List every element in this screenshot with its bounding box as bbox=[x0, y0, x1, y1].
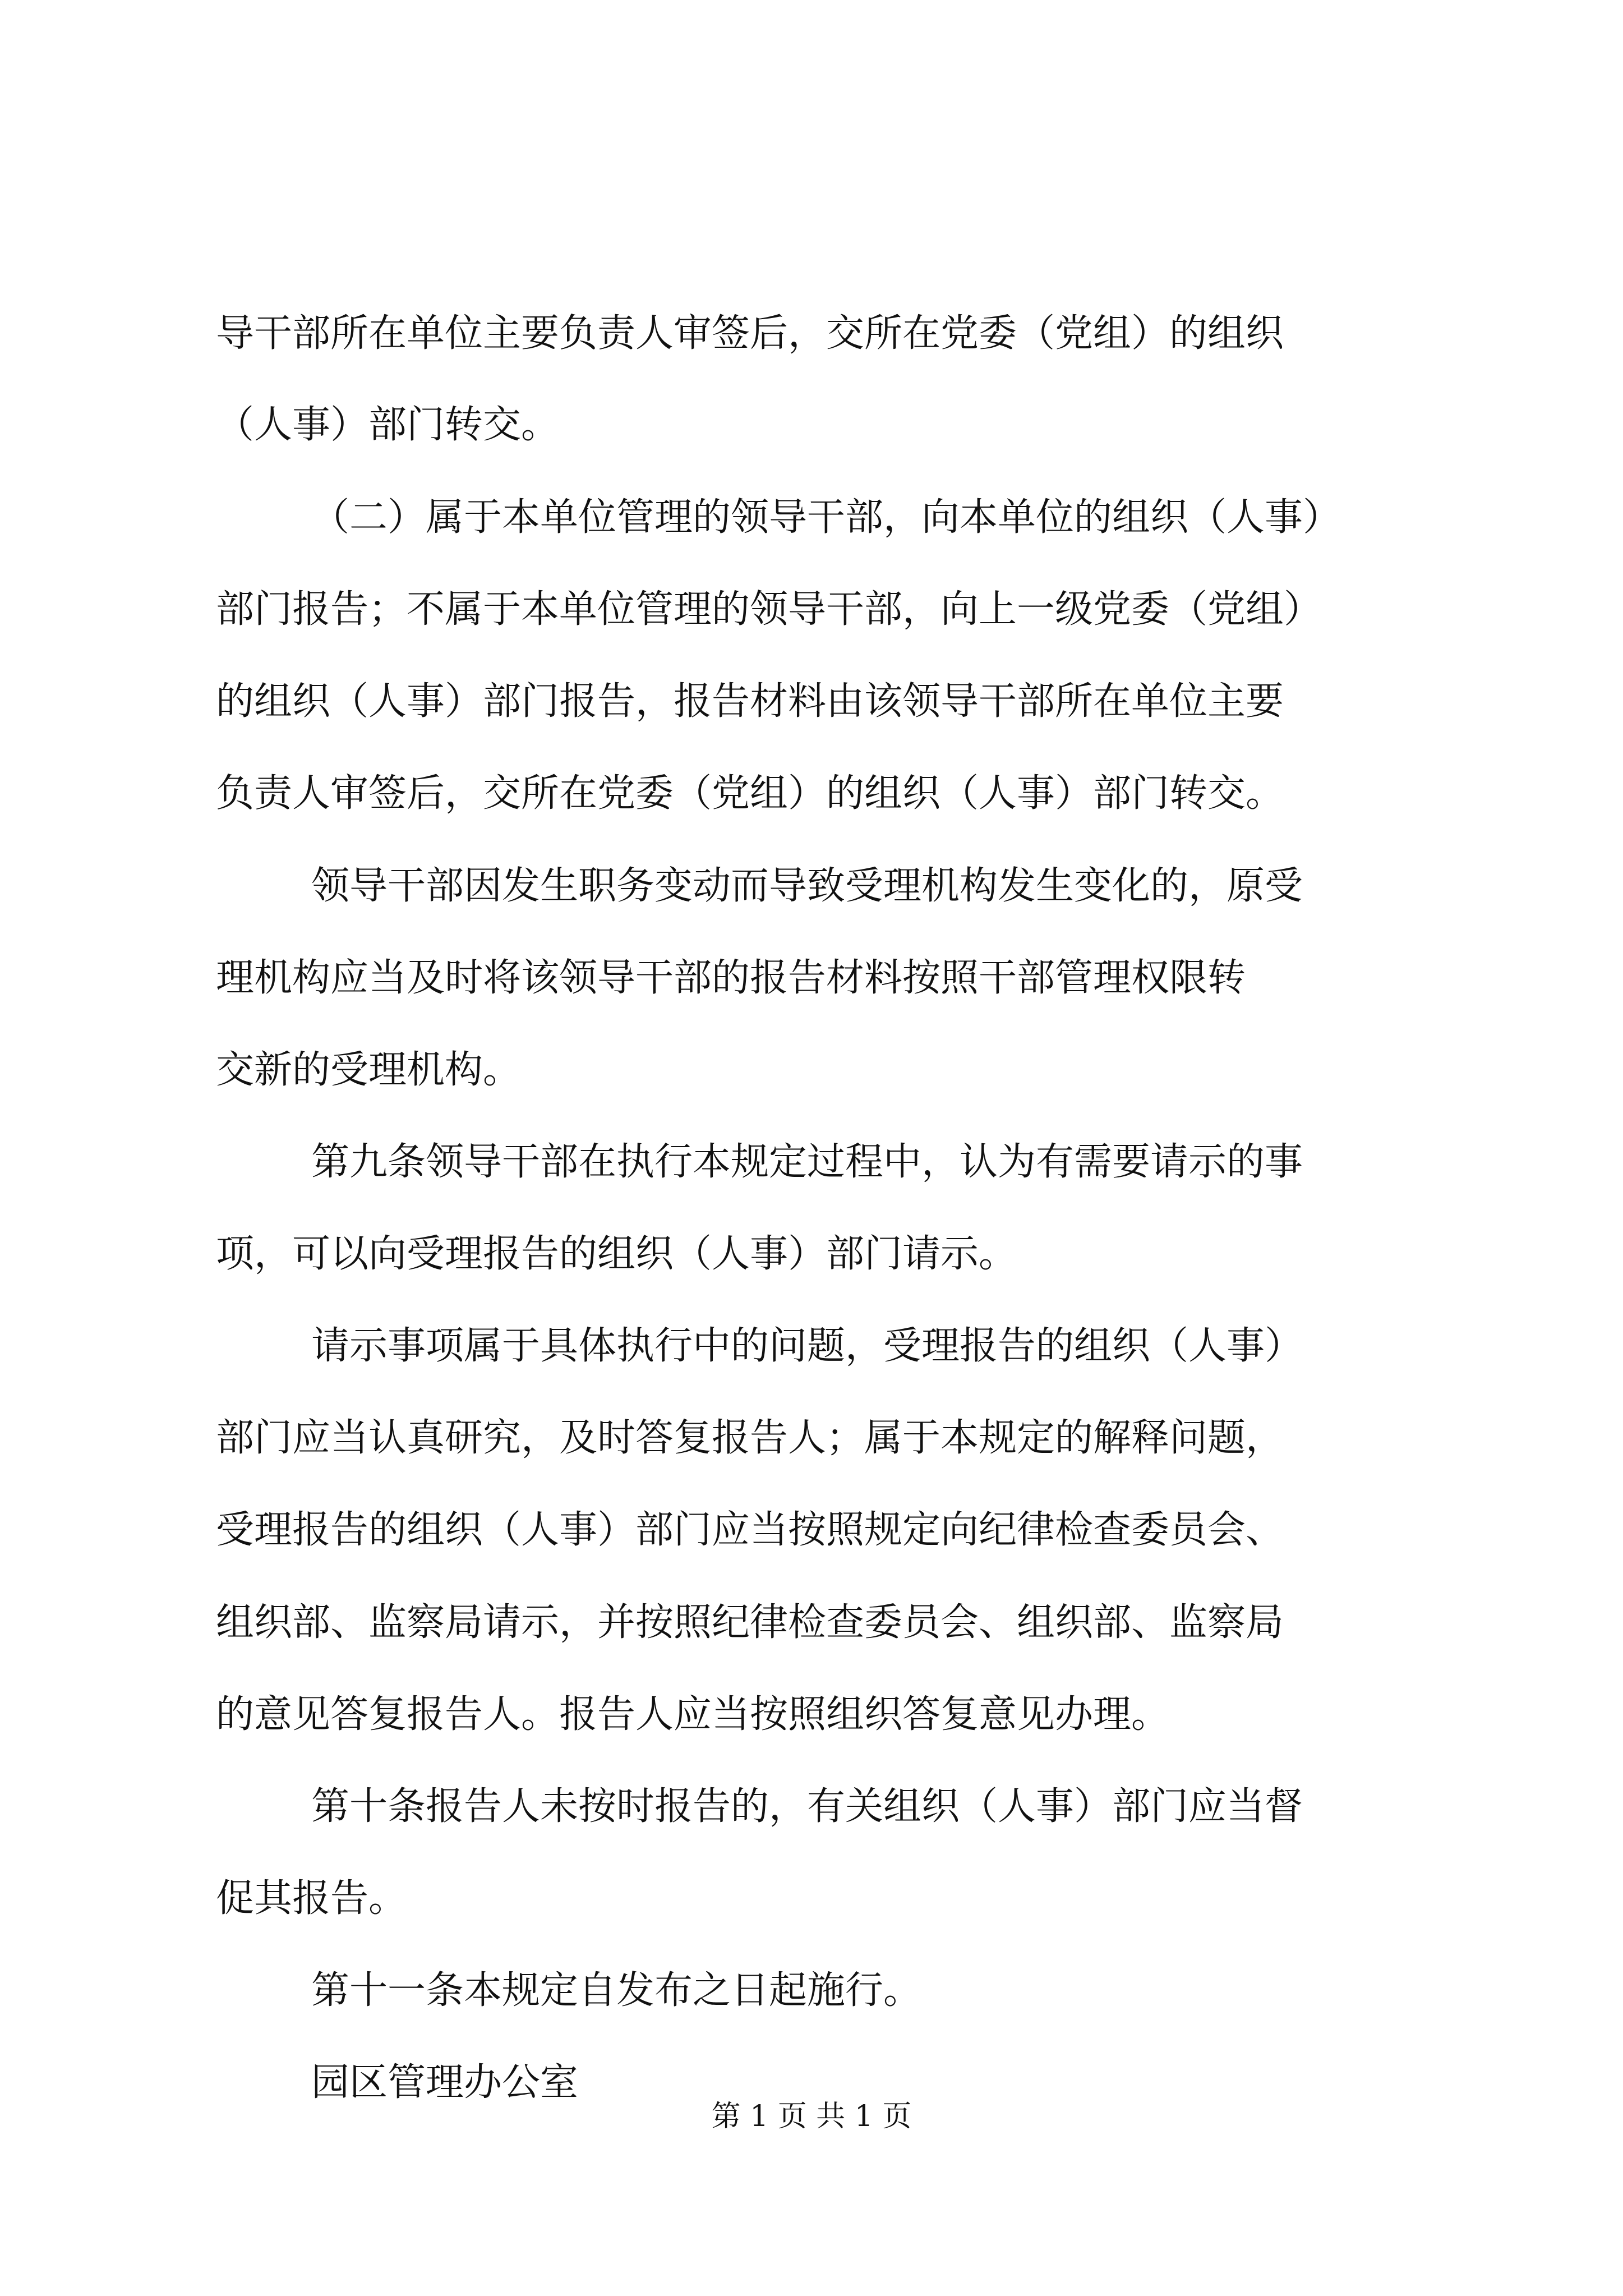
text-line bbox=[0, 1687, 1623, 1743]
text-line bbox=[0, 397, 1623, 453]
line-text: 部门应当认真研究，及时答复报告人；属于本规定的解释问题， bbox=[216, 1416, 1284, 1460]
line-text: 的组织（人事）部门报告，报告材料由该领导干部所在单位主要 bbox=[216, 679, 1284, 724]
text-line bbox=[0, 1871, 1623, 1927]
text-line bbox=[0, 1410, 1623, 1466]
line-text: 受理报告的组织（人事）部门应当按照规定向纪律检查委员会、 bbox=[216, 1508, 1284, 1552]
text-line bbox=[0, 766, 1623, 822]
text-line bbox=[0, 1318, 1623, 1374]
page-number-label: 第 1 页 共 1 页 bbox=[711, 2100, 912, 2133]
text-line bbox=[0, 306, 1623, 362]
line-text: 第十条报告人未按时报告的，有关组织（人事）部门应当督 bbox=[311, 1784, 1303, 1829]
text-line bbox=[0, 1042, 1623, 1098]
text-line bbox=[0, 674, 1623, 730]
line-text: 促其报告。 bbox=[216, 1876, 407, 1921]
line-text: 理机构应当及时将该领导干部的报告材料按照干部管理权限转 bbox=[216, 956, 1246, 1000]
line-text: 园区管理办公室 bbox=[311, 2060, 579, 2105]
line-text: 项，可以向受理报告的组织（人事）部门请示。 bbox=[216, 1232, 1017, 1276]
text-line bbox=[0, 1595, 1623, 1651]
line-text: 第十一条本规定自发布之日起施行。 bbox=[311, 1968, 922, 2013]
line-text: 导干部所在单位主要负责人审签后，交所在党委（党组）的组织 bbox=[216, 311, 1284, 356]
text-line bbox=[0, 1134, 1623, 1190]
line-text: 负责人审签后，交所在党委（党组）的组织（人事）部门转交。 bbox=[216, 771, 1284, 816]
text-line bbox=[0, 950, 1623, 1006]
line-text: 部门报告；不属于本单位管理的领导干部，向上一级党委（党组） bbox=[216, 587, 1322, 632]
line-text: 的意见答复报告人。报告人应当按照组织答复意见办理。 bbox=[216, 1692, 1170, 1737]
text-line bbox=[0, 1963, 1623, 2019]
text-line bbox=[0, 858, 1623, 914]
page-footer bbox=[0, 2094, 1623, 2139]
line-text: 领导干部因发生职务变动而导致受理机构发生变化的，原受 bbox=[311, 864, 1303, 908]
line-text: 请示事项属于具体执行中的问题，受理报告的组织（人事） bbox=[311, 1324, 1303, 1368]
text-line bbox=[0, 1226, 1623, 1282]
line-text: （二）属于本单位管理的领导干部，向本单位的组织（人事） bbox=[311, 495, 1341, 540]
text-line bbox=[0, 490, 1623, 546]
text-line bbox=[0, 1779, 1623, 1835]
line-text: （人事）部门转交。 bbox=[216, 403, 560, 447]
line-text: 交新的受理机构。 bbox=[216, 1048, 522, 1092]
text-line bbox=[0, 582, 1623, 638]
text-line bbox=[0, 1502, 1623, 1558]
line-text: 组织部、监察局请示，并按照纪律检查委员会、组织部、监察局 bbox=[216, 1600, 1284, 1645]
line-text: 第九条领导干部在执行本规定过程中，认为有需要请示的事 bbox=[311, 1140, 1303, 1184]
